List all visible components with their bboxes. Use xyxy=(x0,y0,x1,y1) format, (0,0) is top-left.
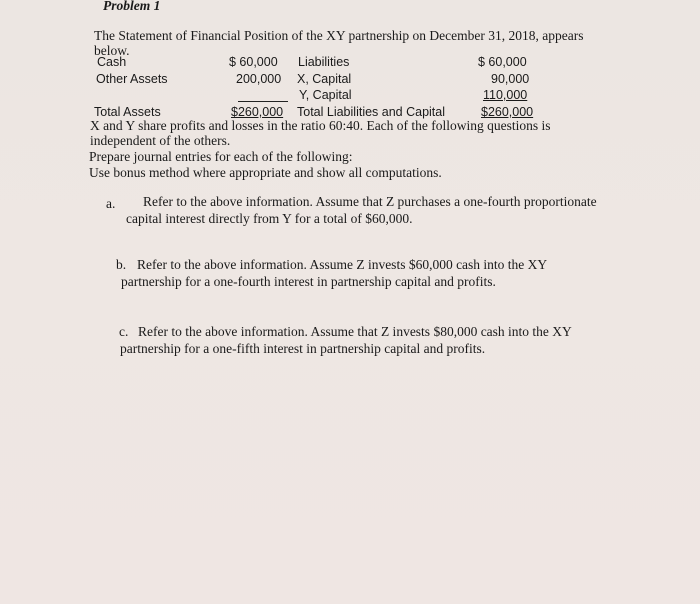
instructions-line-2: independent of the others. xyxy=(90,133,231,148)
question-letter: c. xyxy=(119,324,129,339)
total-assets-label: Total Assets xyxy=(94,105,161,119)
instructions-line-4: Use bonus method where appropriate and show all computations. xyxy=(89,165,442,180)
intro-line-1: The Statement of Financial Position of the XY partnership on December 31, 2018, appears xyxy=(94,28,584,43)
question-line-2: partnership for a one-fifth interest in partnership capital and profits. xyxy=(120,341,486,356)
problem-title: Problem 1 xyxy=(103,0,161,13)
question-letter: a. xyxy=(106,196,116,211)
liab-label-x-capital: X, Capital xyxy=(297,72,352,86)
subtotal-rule xyxy=(238,101,288,102)
question-line-1: Refer to the above information. Assume that Z purchases a one-fourth proportionate xyxy=(143,194,597,209)
asset-amount-cash: $ 60,000 xyxy=(229,55,278,69)
total-liab-label: Total Liabilities and Capital xyxy=(297,105,446,119)
question-letter: b. xyxy=(116,257,127,272)
question-line-1: Refer to the above information. Assume Z invests $60,000 cash into the XY xyxy=(137,257,548,272)
total-assets-amount: $260,000 xyxy=(231,105,284,119)
asset-label-cash: Cash xyxy=(97,55,127,69)
liab-label-y-capital: Y, Capital xyxy=(299,88,352,102)
question-line-2: partnership for a one-fourth interest in partnership capital and profits. xyxy=(121,274,496,289)
liab-label-liabilities: Liabilities xyxy=(298,55,350,69)
asset-amount-other: 200,000 xyxy=(236,72,282,86)
total-liab-amount: $260,000 xyxy=(481,105,534,119)
question-line-1: Refer to the above information. Assume that Z invests $80,000 cash into the XY xyxy=(138,324,572,339)
instructions-line-3: Prepare journal entries for each of the following: xyxy=(89,149,353,164)
intro-line-2: below. xyxy=(94,43,130,58)
liab-amount-y-capital: 110,000 xyxy=(483,88,528,102)
asset-label-other: Other Assets xyxy=(96,72,168,86)
liab-amount-x-capital: 90,000 xyxy=(491,72,530,86)
instructions-line-1: X and Y share profits and losses in the ratio 60:40. Each of the following questions is xyxy=(90,118,551,133)
liab-amount-liabilities: $ 60,000 xyxy=(478,55,527,69)
question-line-2: capital interest directly from Y for a total of $60,000. xyxy=(126,211,413,226)
